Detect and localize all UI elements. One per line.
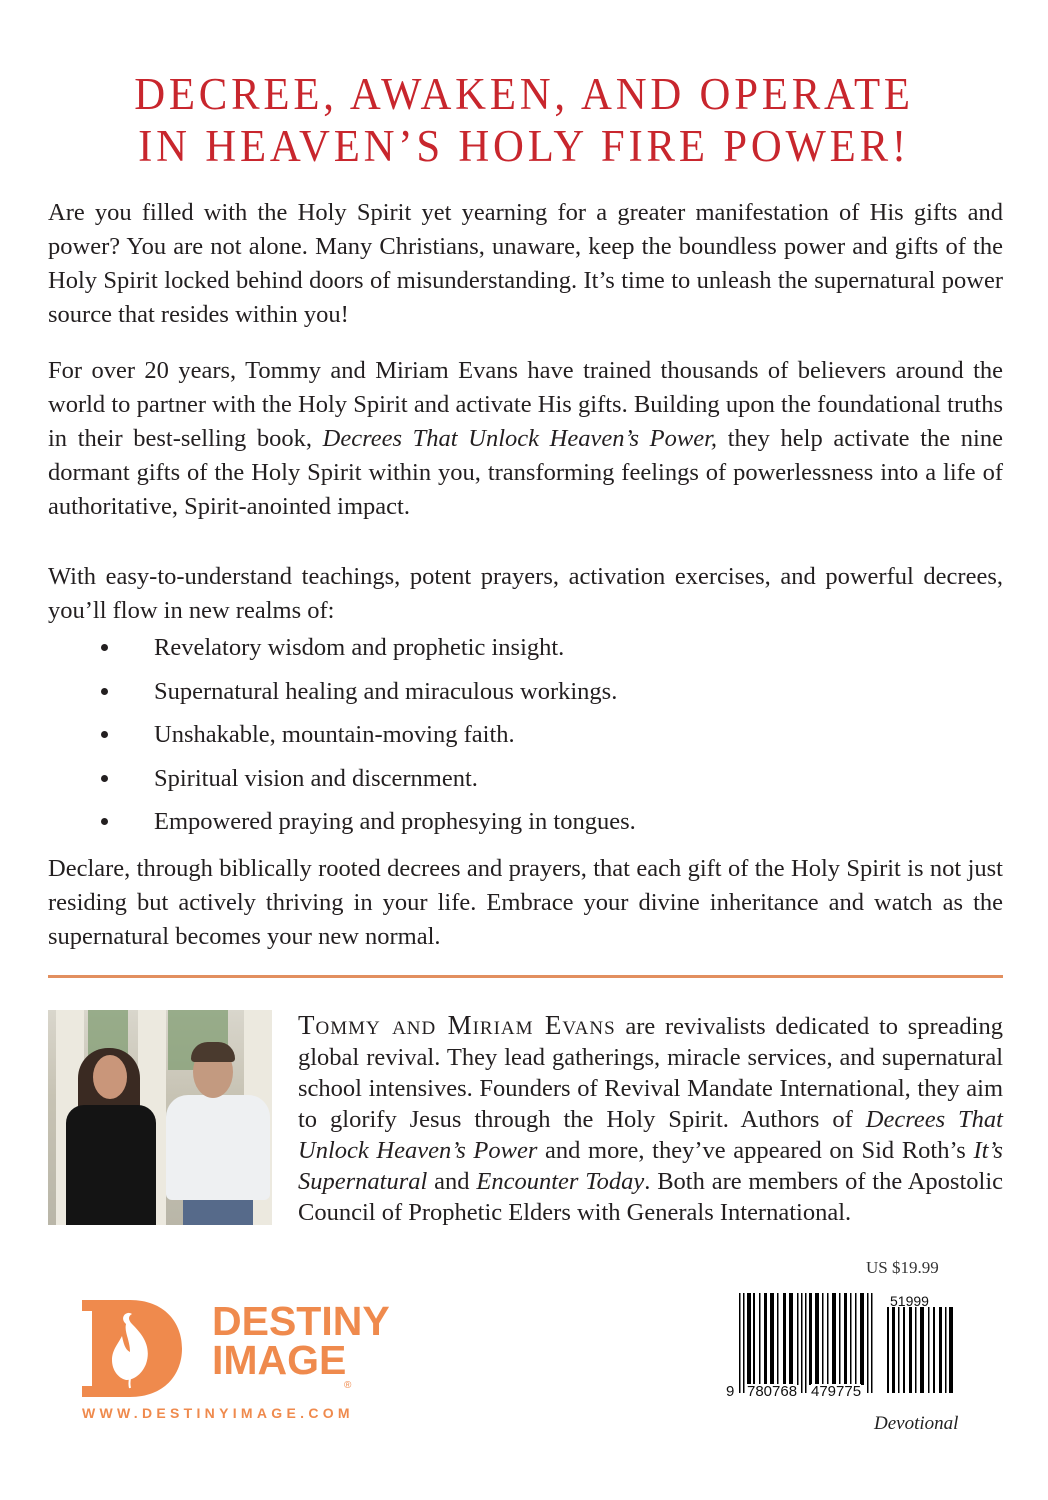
bio-text: . Both are members of the Apostolic Council of Prophetic Elders with Generals International. — [298, 1168, 1003, 1226]
publisher-name — [212, 1298, 390, 1383]
authors-paragraph-text: For over 20 years, Tommy and Miriam Evans have trained thousands of believers around the world to partner with the Holy Spirit and activate His gifts. Building upon the foundational truths in their best-selling book, — [48, 357, 1003, 452]
list-item-text: Spiritual vision and discernment. — [154, 764, 478, 792]
headline-line-1: DECREE, AWAKEN, AND OPERATE — [134, 69, 914, 119]
bio-book-title: Decrees That Unlock Heaven’s Power — [298, 1106, 1003, 1164]
publisher-url: WWW.DESTINYIMAGE.COM — [82, 1405, 354, 1421]
publisher-name-line-1: DESTINY — [212, 1298, 390, 1344]
list-item — [48, 670, 636, 714]
isbn-prefix: 9 — [726, 1383, 735, 1400]
bullet-icon — [101, 731, 108, 738]
section-divider — [48, 975, 1003, 978]
closing-paragraph: Declare, through biblically rooted decrees and prayers, that each gift of the Holy Spirit is not just residing but actively thriving in your life. Embrace your divine inheritance and watch as the supernatural becomes your new normal. — [48, 855, 1003, 950]
bullet-icon — [101, 818, 108, 825]
woman-figure — [93, 1055, 127, 1099]
author-photo — [48, 1010, 272, 1225]
author-bio — [298, 1010, 1003, 1228]
publisher-name-line-2: IMAGE — [212, 1337, 347, 1383]
authors-paragraph-text-end: they help activate the nine dormant gifts of the Holy Spirit within you, transforming feelings of powerlessness into a life of authoritative, Spirit-anointed impact. — [48, 425, 1003, 520]
author-names: Tommy and Miriam Evans — [298, 1010, 616, 1040]
list-item-text: Revelatory wisdom and prophetic insight. — [154, 634, 565, 661]
bio-show-title: Encounter Today — [476, 1168, 645, 1195]
list-item-text: Empowered praying and prophesying in tongues. — [154, 808, 636, 835]
intro-paragraph: Are you filled with the Holy Spirit yet yearning for a greater manifestation of His gifts and power? You are not alone. Many Christians, unaware, keep the boundless power and gifts of the Holy Spirit locked behind doors of misunderstanding. It’s time to unleash the supernatural power source that resides within you! — [48, 199, 1003, 328]
man-figure — [183, 1200, 253, 1225]
list-item-text: Unshakable, mountain-moving faith. — [154, 721, 515, 748]
bio-show-title: It’s Supernatural — [298, 1137, 1003, 1195]
flame-d-icon — [82, 1300, 182, 1397]
list-item — [48, 626, 636, 670]
gifts-list — [48, 626, 636, 844]
isbn-group-2: 479775 — [811, 1383, 862, 1400]
man-figure — [166, 1095, 270, 1200]
genre-label: Devotional — [874, 1413, 959, 1434]
headline-line-2: IN HEAVEN’S HOLY FIRE POWER! — [138, 121, 910, 171]
authors-paragraph — [48, 354, 1003, 524]
list-item — [48, 713, 636, 757]
bio-text: and more, they’ve appeared on Sid Roth’s — [537, 1137, 974, 1164]
bio-text: are revivalists dedicated to spreading global revival. They lead gatherings, miracle services, and supernatural school intensives. Founders of Revival Mandate International, they aim to glorify Jesus through the Holy Spirit. Authors of — [298, 1013, 1003, 1133]
list-item — [48, 800, 636, 844]
man-figure — [191, 1042, 235, 1062]
bullet-icon — [101, 644, 108, 651]
woman-figure — [66, 1105, 156, 1225]
list-item — [48, 757, 636, 801]
book-title-reference: Decrees That Unlock Heaven’s Power, — [322, 425, 718, 452]
registered-mark: ® — [344, 1380, 352, 1391]
headline — [0, 68, 1048, 172]
bullet-icon — [101, 775, 108, 782]
realms-intro-paragraph: With easy-to-understand teachings, potent prayers, activation exercises, and powerful decrees, you’ll flow in new realms of: — [48, 563, 1003, 624]
isbn-group-1: 780768 — [747, 1383, 798, 1400]
bio-text: and — [427, 1168, 477, 1195]
list-item-text: Supernatural healing and miraculous workings. — [154, 677, 618, 705]
price-label: US $19.99 — [866, 1258, 939, 1277]
barcode-addon: 51999 — [890, 1293, 929, 1309]
bullet-icon — [101, 688, 108, 695]
